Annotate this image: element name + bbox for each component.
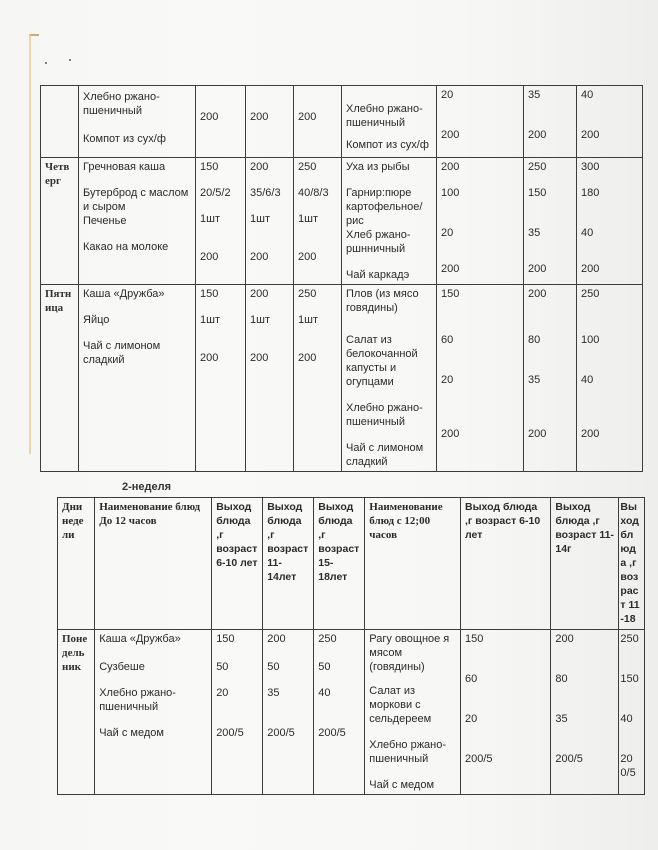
lunch-portion-6-10: 150 60 20 200/5 (460, 630, 550, 795)
lunch-portion-11-14: 250 150 35 200 (524, 158, 577, 285)
table-row (41, 158, 643, 285)
header-l-6-10: Выход блюда ,г возраст 6-10 лет (460, 498, 550, 630)
lunch-portion-11-18: 40 200 (577, 86, 643, 158)
dish-name: Компот из сух/ф (83, 133, 166, 145)
portion-6-10: 200 (196, 86, 246, 158)
table-row (58, 630, 645, 795)
dish-name: Хлебно ржано-пшеничный (83, 91, 160, 117)
lunch-dishes: Уха из рыбы Гарнир:пюре картофельное/рис Хлеб ржано-ршнничный Чай каркадэ (342, 158, 437, 285)
portion-11-14: 200 50 35 200/5 (263, 630, 314, 795)
lunch-portion-6-10: 20 200 (437, 86, 524, 158)
header-l-11-18: Выход блюда ,г возраст 11-18 (619, 498, 645, 630)
lunch-portion-11-18: 250 150 40 200/5 (619, 630, 645, 795)
dish-name: Хлебно ржано-пшеничный (346, 103, 423, 129)
portion-15-18: 250 50 40 200/5 (314, 630, 365, 795)
lunch-dishes (342, 86, 437, 158)
dish-name: Компот из сух/ф (346, 139, 429, 151)
week2-title: 2-неделя (122, 481, 172, 493)
header-b-6-10: Выход блюда ,г возраст 6-10 лет (212, 498, 263, 630)
portion-15-18: 200 (294, 86, 342, 158)
portion-11-14: 200 35/6/3 1шт 200 (246, 158, 294, 285)
breakfast-dishes: Каша «Дружба» Сузбеше Хлебно ржано-пшеничный Чай с медом (95, 630, 212, 795)
portion-6-10: 150 50 20 200/5 (212, 630, 263, 795)
portion-6-10: 150 20/5/2 1шт 200 (196, 158, 246, 285)
lunch-portion-11-18: 300 180 40 200 (577, 158, 643, 285)
lunch-portion-11-14: 200 80 35 200/5 (551, 630, 619, 795)
lunch-portion-11-14: 35 200 (524, 86, 577, 158)
header-lunch: Наименование блюд с 12;00 часов (365, 498, 461, 630)
header-breakfast: Наименование блюд До 12 часов (95, 498, 212, 630)
portion-15-18: 250 40/8/3 1шт 200 (294, 158, 342, 285)
breakfast-dishes: Гречновая каша Бутерброд с маслом и сыром Печенье Какао на молоке (79, 158, 196, 285)
table-header-row (58, 498, 645, 630)
paper-edge-stain (29, 34, 31, 454)
portion-15-18: 250 1шт 200 (294, 285, 342, 472)
portion-6-10: 150 1шт 200 (196, 285, 246, 472)
week2-menu-table (57, 497, 645, 795)
header-day: Дни недели (58, 498, 95, 630)
header-l-11-14: Выход блюда ,г возраст 11-14г (551, 498, 619, 630)
scan-speck (69, 59, 71, 61)
table-row (41, 285, 643, 472)
lunch-dishes: Плов (из мясо говядины) Салат из белокочанной капусты и огупцами Хлебно ржано-пшеничный Чай с лимоном сладкий (342, 285, 437, 472)
breakfast-dishes: Каша «Дружба» Яйцо Чай с лимоном сладкий (79, 285, 196, 472)
lunch-portion-11-14: 200 80 35 200 (524, 285, 577, 472)
lunch-portion-11-18: 250 100 40 200 (577, 285, 643, 472)
portion-11-14: 200 (246, 86, 294, 158)
lunch-dishes: Рагу овощное я мясом (говядины) Салат из моркови с сельдереем Хлебно ржано-пшеничный Чай с медом (365, 630, 461, 795)
scan-speck (45, 62, 47, 64)
day-cell (41, 86, 79, 158)
day-cell: Четверг (41, 158, 79, 285)
lunch-portion-6-10: 200 100 20 200 (437, 158, 524, 285)
table-row (41, 86, 643, 158)
header-b-11-14: Выход блюда ,г возраст 11-14лет (263, 498, 314, 630)
portion-11-14: 200 1шт 200 (246, 285, 294, 472)
week1-menu-table (40, 85, 643, 472)
header-b-15-18: Выход блюда ,г возраст 15-18лет (314, 498, 365, 630)
day-cell: Пятница (41, 285, 79, 472)
day-cell: Понедельник (58, 630, 95, 795)
lunch-portion-6-10: 150 60 20 200 (437, 285, 524, 472)
breakfast-dishes (79, 86, 196, 158)
